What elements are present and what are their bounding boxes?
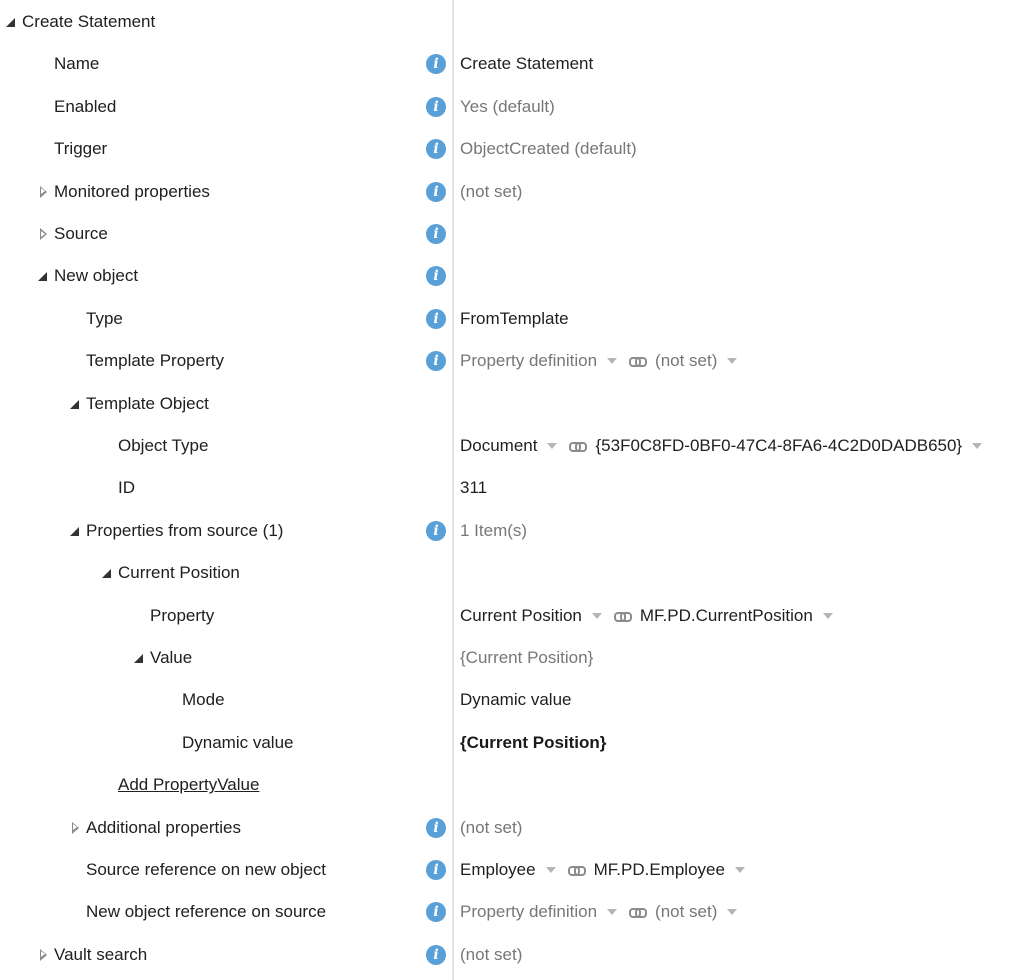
- value-text: (not set): [460, 817, 523, 837]
- property-value[interactable]: [460, 43, 593, 85]
- value-text: Dynamic value: [460, 690, 572, 710]
- tree-row-id[interactable]: [0, 467, 1024, 509]
- property-label: Dynamic value: [182, 732, 294, 752]
- expand-triangle-icon[interactable]: [132, 637, 146, 679]
- dropdown-caret-icon[interactable]: [546, 867, 556, 873]
- info-icon[interactable]: i: [426, 266, 446, 286]
- dropdown-caret-icon[interactable]: [727, 909, 737, 915]
- value-text: {Current Position}: [460, 732, 607, 752]
- dropdown-caret-icon[interactable]: [607, 358, 617, 364]
- value-text: (not set): [460, 944, 523, 964]
- property-value[interactable]: [460, 340, 743, 382]
- tree-row-property[interactable]: [0, 595, 1024, 637]
- dropdown-caret-icon[interactable]: [735, 867, 745, 873]
- tree-row-vault-search[interactable]: [0, 934, 1024, 976]
- property-value[interactable]: [460, 722, 606, 764]
- info-icon[interactable]: i: [426, 224, 446, 244]
- property-value[interactable]: [460, 86, 555, 128]
- property-value[interactable]: [460, 128, 637, 170]
- property-value[interactable]: [460, 637, 593, 679]
- value-text: (not set): [655, 351, 718, 371]
- property-value[interactable]: [460, 467, 487, 509]
- property-label: Trigger: [54, 139, 108, 159]
- collapse-triangle-icon[interactable]: [36, 213, 50, 255]
- property-label: New object reference on source: [86, 902, 327, 922]
- value-text: ObjectCreated (default): [460, 139, 637, 159]
- property-value[interactable]: [460, 510, 527, 552]
- value-text: FromTemplate: [460, 308, 569, 328]
- property-label: Enabled: [54, 96, 117, 116]
- property-label: Property: [150, 605, 215, 625]
- tree-row-type[interactable]: [0, 298, 1024, 340]
- dropdown-caret-icon[interactable]: [972, 443, 982, 449]
- property-value[interactable]: [460, 934, 522, 976]
- dropdown-caret-icon[interactable]: [592, 613, 602, 619]
- info-icon[interactable]: i: [426, 860, 446, 880]
- property-label: Monitored properties: [54, 181, 210, 201]
- property-label: Value: [150, 648, 193, 667]
- collapse-triangle-icon[interactable]: [68, 807, 82, 849]
- value-text: Property definition: [460, 351, 598, 371]
- value-text: 1 Item(s): [460, 520, 528, 540]
- property-value[interactable]: [460, 595, 839, 637]
- property-label: Type: [86, 308, 123, 328]
- expand-triangle-icon[interactable]: [4, 1, 18, 43]
- value-text: Create Statement: [460, 54, 594, 74]
- tree-row-mode[interactable]: [0, 679, 1024, 721]
- expand-triangle-icon[interactable]: [68, 510, 82, 552]
- property-label: Source: [54, 224, 108, 243]
- tree-row-create-statement[interactable]: [0, 1, 1024, 43]
- info-icon[interactable]: i: [426, 182, 446, 202]
- link-icon: [568, 865, 584, 875]
- info-icon[interactable]: i: [426, 139, 446, 159]
- expand-triangle-icon[interactable]: [36, 255, 50, 297]
- property-label: Vault search: [54, 944, 148, 964]
- property-value[interactable]: [460, 679, 572, 721]
- property-label: New object: [54, 266, 139, 286]
- expand-triangle-icon[interactable]: [100, 552, 114, 594]
- tree-row-enabled[interactable]: [0, 86, 1024, 128]
- tree-row-trigger[interactable]: [0, 128, 1024, 170]
- tree-row-new-object[interactable]: [0, 255, 1024, 297]
- property-value[interactable]: [460, 298, 569, 340]
- info-icon[interactable]: i: [426, 818, 446, 838]
- tree-row-name[interactable]: [0, 43, 1024, 85]
- value-text: MF.PD.CurrentPosition: [639, 605, 813, 625]
- value-text: Yes (default): [460, 96, 555, 116]
- tree-row-new-object-reference-on-source[interactable]: [0, 891, 1024, 933]
- property-label: ID: [118, 478, 135, 498]
- tree-row-source[interactable]: [0, 213, 1024, 255]
- tree-row-dynamic-value[interactable]: [0, 722, 1024, 764]
- value-text: Property definition: [460, 902, 598, 922]
- info-icon[interactable]: i: [426, 351, 446, 371]
- property-value[interactable]: [460, 807, 522, 849]
- tree-row-object-type[interactable]: [0, 425, 1024, 467]
- info-icon[interactable]: i: [426, 97, 446, 117]
- collapse-triangle-icon[interactable]: [36, 934, 50, 976]
- property-label: Object Type: [118, 436, 209, 455]
- value-text: Current Position: [460, 605, 582, 625]
- dropdown-caret-icon[interactable]: [823, 613, 833, 619]
- property-value[interactable]: [460, 891, 743, 933]
- value-text: MF.PD.Employee: [593, 860, 725, 879]
- property-value[interactable]: [460, 171, 522, 213]
- tree-row-properties-from-source-1[interactable]: [0, 510, 1024, 552]
- info-icon[interactable]: i: [426, 902, 446, 922]
- tree-row-current-position[interactable]: [0, 552, 1024, 594]
- dropdown-caret-icon[interactable]: [727, 358, 737, 364]
- dropdown-caret-icon[interactable]: [547, 443, 557, 449]
- property-value[interactable]: [460, 849, 751, 891]
- property-label: Properties from source (1): [86, 520, 284, 540]
- property-label: Current Position: [118, 563, 240, 583]
- tree-row-template-object[interactable]: [0, 383, 1024, 425]
- value-text: {53F0C8FD-0BF0-47C4-8FA6-4C2D0DADB650}: [595, 436, 963, 455]
- value-text: (not set): [460, 181, 523, 201]
- property-label: Template Object: [86, 393, 209, 413]
- link-icon: [569, 441, 585, 451]
- info-icon[interactable]: i: [426, 309, 446, 329]
- dropdown-caret-icon[interactable]: [607, 909, 617, 915]
- value-text: (not set): [655, 902, 718, 922]
- property-label: Template Property: [86, 351, 224, 371]
- info-icon[interactable]: i: [426, 54, 446, 74]
- collapse-triangle-icon[interactable]: [36, 171, 50, 213]
- link-icon: [629, 356, 645, 366]
- value-text: {Current Position}: [460, 648, 594, 667]
- tree-row-add-propertyvalue[interactable]: [0, 764, 1024, 806]
- value-text: Document: [460, 436, 538, 455]
- property-label: Mode: [182, 690, 225, 710]
- property-value[interactable]: [460, 425, 988, 467]
- tree-row-value[interactable]: [0, 637, 1024, 679]
- info-icon[interactable]: i: [426, 945, 446, 965]
- property-label: Create Statement: [22, 12, 156, 31]
- add-property-value-link[interactable]: Add PropertyValue: [118, 775, 260, 795]
- property-label: Source reference on new object: [86, 860, 327, 879]
- tree-row-template-property[interactable]: [0, 340, 1024, 382]
- value-text: 311: [460, 478, 488, 498]
- tree-row-monitored-properties[interactable]: [0, 171, 1024, 213]
- tree-row-additional-properties[interactable]: [0, 807, 1024, 849]
- property-label: Additional properties: [86, 817, 241, 837]
- info-icon[interactable]: i: [426, 521, 446, 541]
- value-text: Employee: [460, 860, 536, 879]
- link-icon: [629, 907, 645, 917]
- expand-triangle-icon[interactable]: [68, 383, 82, 425]
- link-icon: [614, 611, 630, 621]
- tree-row-source-reference-on-new-object[interactable]: [0, 849, 1024, 891]
- property-label: Name: [54, 54, 100, 74]
